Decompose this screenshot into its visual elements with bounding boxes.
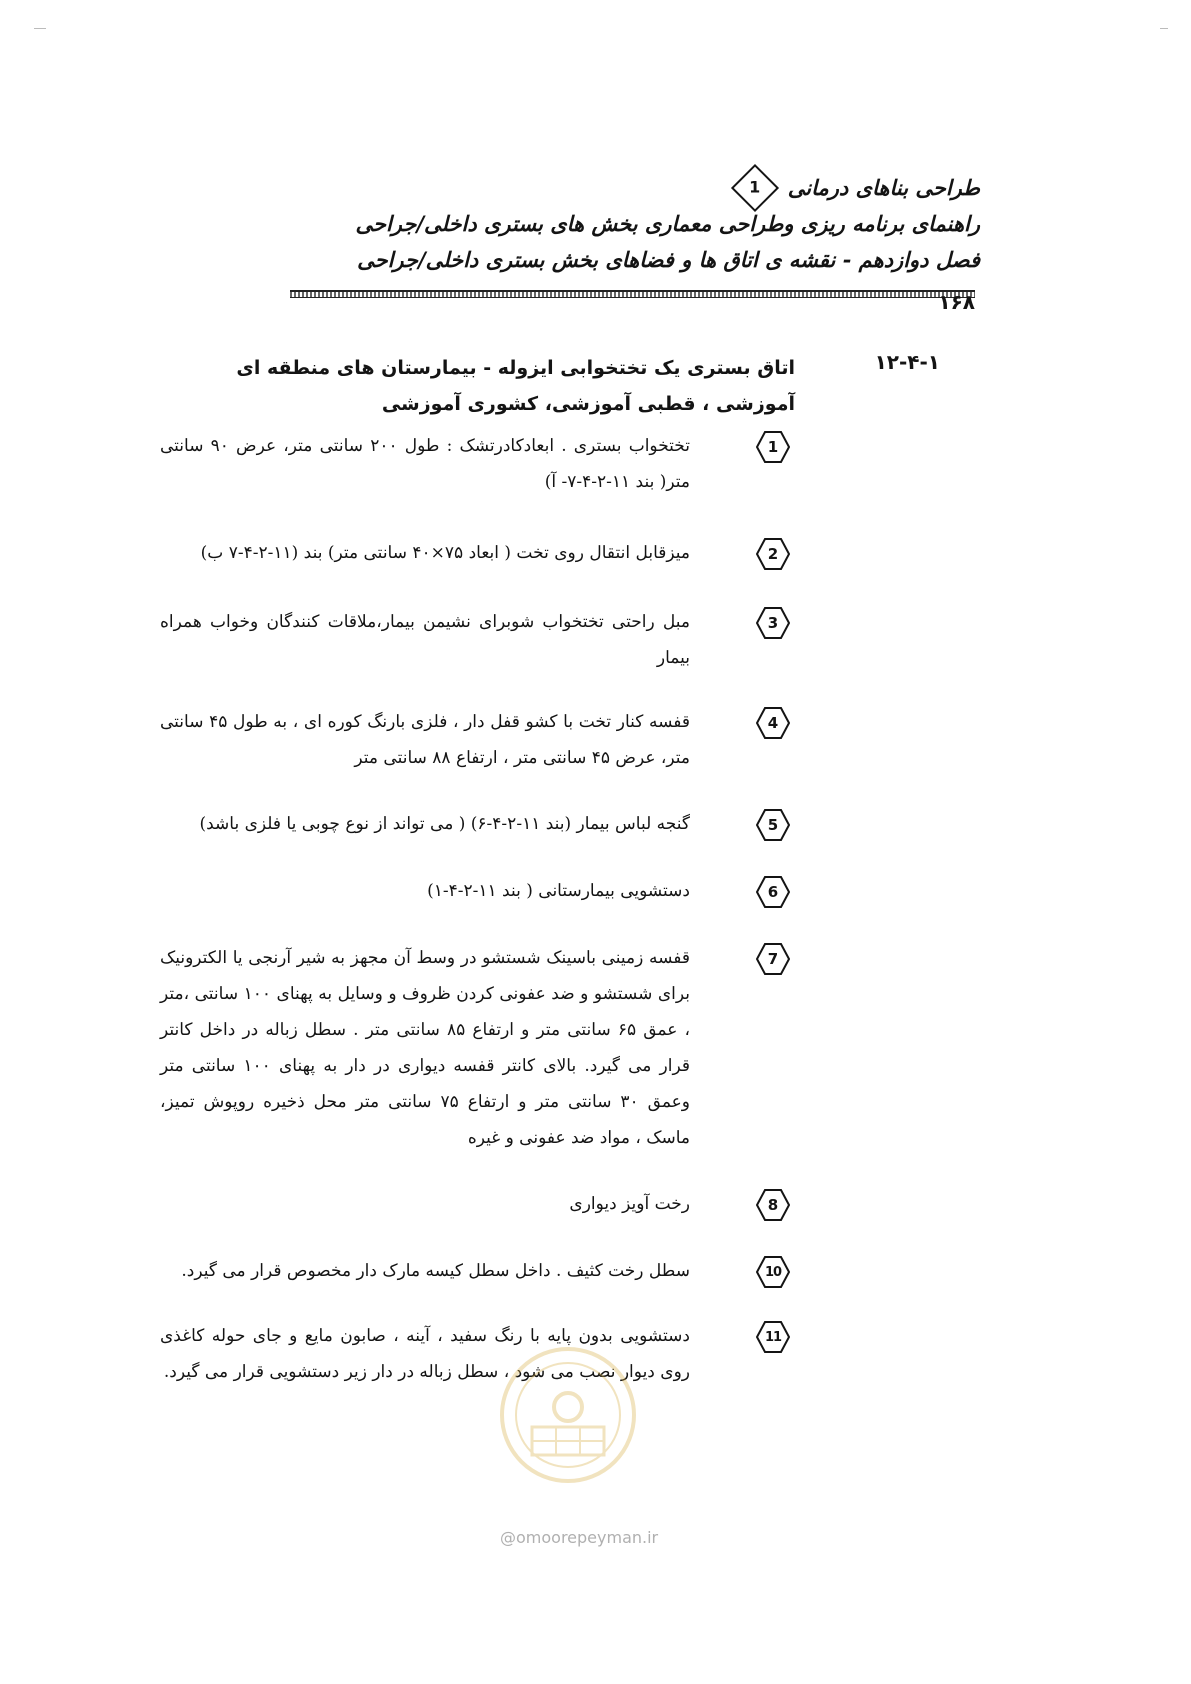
item-number: 3 [767, 614, 779, 632]
volume-number: 1 [749, 178, 761, 198]
volume-badge-icon [731, 164, 779, 212]
chapter-title: فصل دوازدهم - نقشه ی اتاق ها و فضاهای بخش بستری داخلی/جراحی [357, 247, 980, 272]
item-text: دستشویی بیمارستانی ( بند ۱۱-۲-۴-۱) [427, 881, 690, 901]
page-number: ۱۶۸ [938, 290, 975, 314]
item-number: 2 [767, 545, 779, 563]
item-text: رخت آویز دیواری [569, 1194, 690, 1214]
scan-mark [1160, 28, 1168, 29]
item-number-badge [756, 1255, 790, 1289]
item-number: 10 [764, 1264, 782, 1280]
item-number-badge [756, 942, 790, 976]
item-text: دستشویی بدون پایه با رنگ سفید ، آینه ، صابون مایع و جای حوله کاغذی روی دیوار نصب می شود ، سطل زباله در دار زیر دستشویی قرار می گیرد. [160, 1326, 690, 1382]
item-text: میزقابل انتقال روی تخت ( ابعاد ۷۵×۴۰ سانتی متر) بند (۱۱-۲-۴-۷ ب) [200, 543, 690, 563]
item-number-badge [756, 706, 790, 740]
item-number: 6 [767, 883, 779, 901]
item-number-badge [756, 430, 790, 464]
item-text: سطل رخت کثیف . داخل سطل کیسه مارک دار مخصوص قرار می گیرد. [181, 1261, 690, 1281]
item-number-badge [756, 537, 790, 571]
item-number: 4 [767, 714, 779, 732]
section-title: اتاق بستری یک تختخوابی ایزوله - بیمارستان های منطقه ای آموزشی ، قطبی آموزشی، کشوری آموزشی [236, 357, 795, 415]
item-text: تختخواب بستری . ابعادکادرتشک : طول ۲۰۰ سانتی متر، عرض ۹۰ سانتی متر( بند ۱۱-۲-۴-۷- آ) [160, 436, 691, 492]
item-text: گنجه لباس بیمار (بند ۱۱-۲-۴-۶) ( می تواند از نوع چوبی یا فلزی باشد) [199, 814, 690, 834]
item-number-badge [756, 808, 790, 842]
item-text: مبل راحتی تختخواب شوبرای نشیمن بیمار،ملاقات کنندگان وخواب همراه بیمار [160, 612, 690, 668]
item-number: 7 [767, 950, 779, 968]
item-text: قفسه کنار تخت با کشو قفل دار ، فلزی بارنگ کوره ای ، به طول ۴۵ سانتی متر، عرض ۴۵ سانتی متر ، ارتفاع ۸۸ سانتی متر [160, 712, 690, 768]
watermark-text: @omoorepeyman.ir [500, 1528, 659, 1547]
item-number: 11 [764, 1329, 782, 1345]
seal-stamp-icon [498, 1345, 638, 1485]
section-number: ۱۲-۴-۱ [874, 350, 940, 374]
item-number: 8 [767, 1196, 779, 1214]
item-number-badge [756, 1188, 790, 1222]
item-number: 5 [767, 816, 779, 834]
book-title-row [280, 170, 980, 206]
book-subtitle: راهنمای برنامه ریزی وطراحی معماری بخش های بستری داخلی/جراحی [355, 211, 980, 236]
item-number-badge [756, 1320, 790, 1354]
scan-mark [34, 28, 46, 29]
item-text: قفسه زمینی باسینک شستشو در وسط آن مجهز به شیر آرنجی یا الکترونیک برای شستشو و ضد عفونی کردن ظروف و وسایل به پهنای ۱۰۰ سانتی ،متر ، عمق ۶۵ سانتی متر و ارتفاع ۸۵ سانتی متر . سطل زباله در داخل کانتر قرار می گیرد. بالای کانتر قفسه دیواری در دار به پهنای ۱۰۰ سانتی متر وعمق ۳۰ سانتی متر و ارتفاع ۷۵ سانتی متر محل ذخیره روپوش تمیز، ماسک ، مواد ضد عفونی و غیره [160, 948, 691, 1148]
page-header [280, 170, 980, 278]
item-number-badge [756, 875, 790, 909]
book-title: طراحی بناهای درمانی [787, 175, 980, 200]
item-number: 1 [767, 438, 779, 456]
header-rule [290, 290, 975, 298]
item-number-badge [756, 606, 790, 640]
